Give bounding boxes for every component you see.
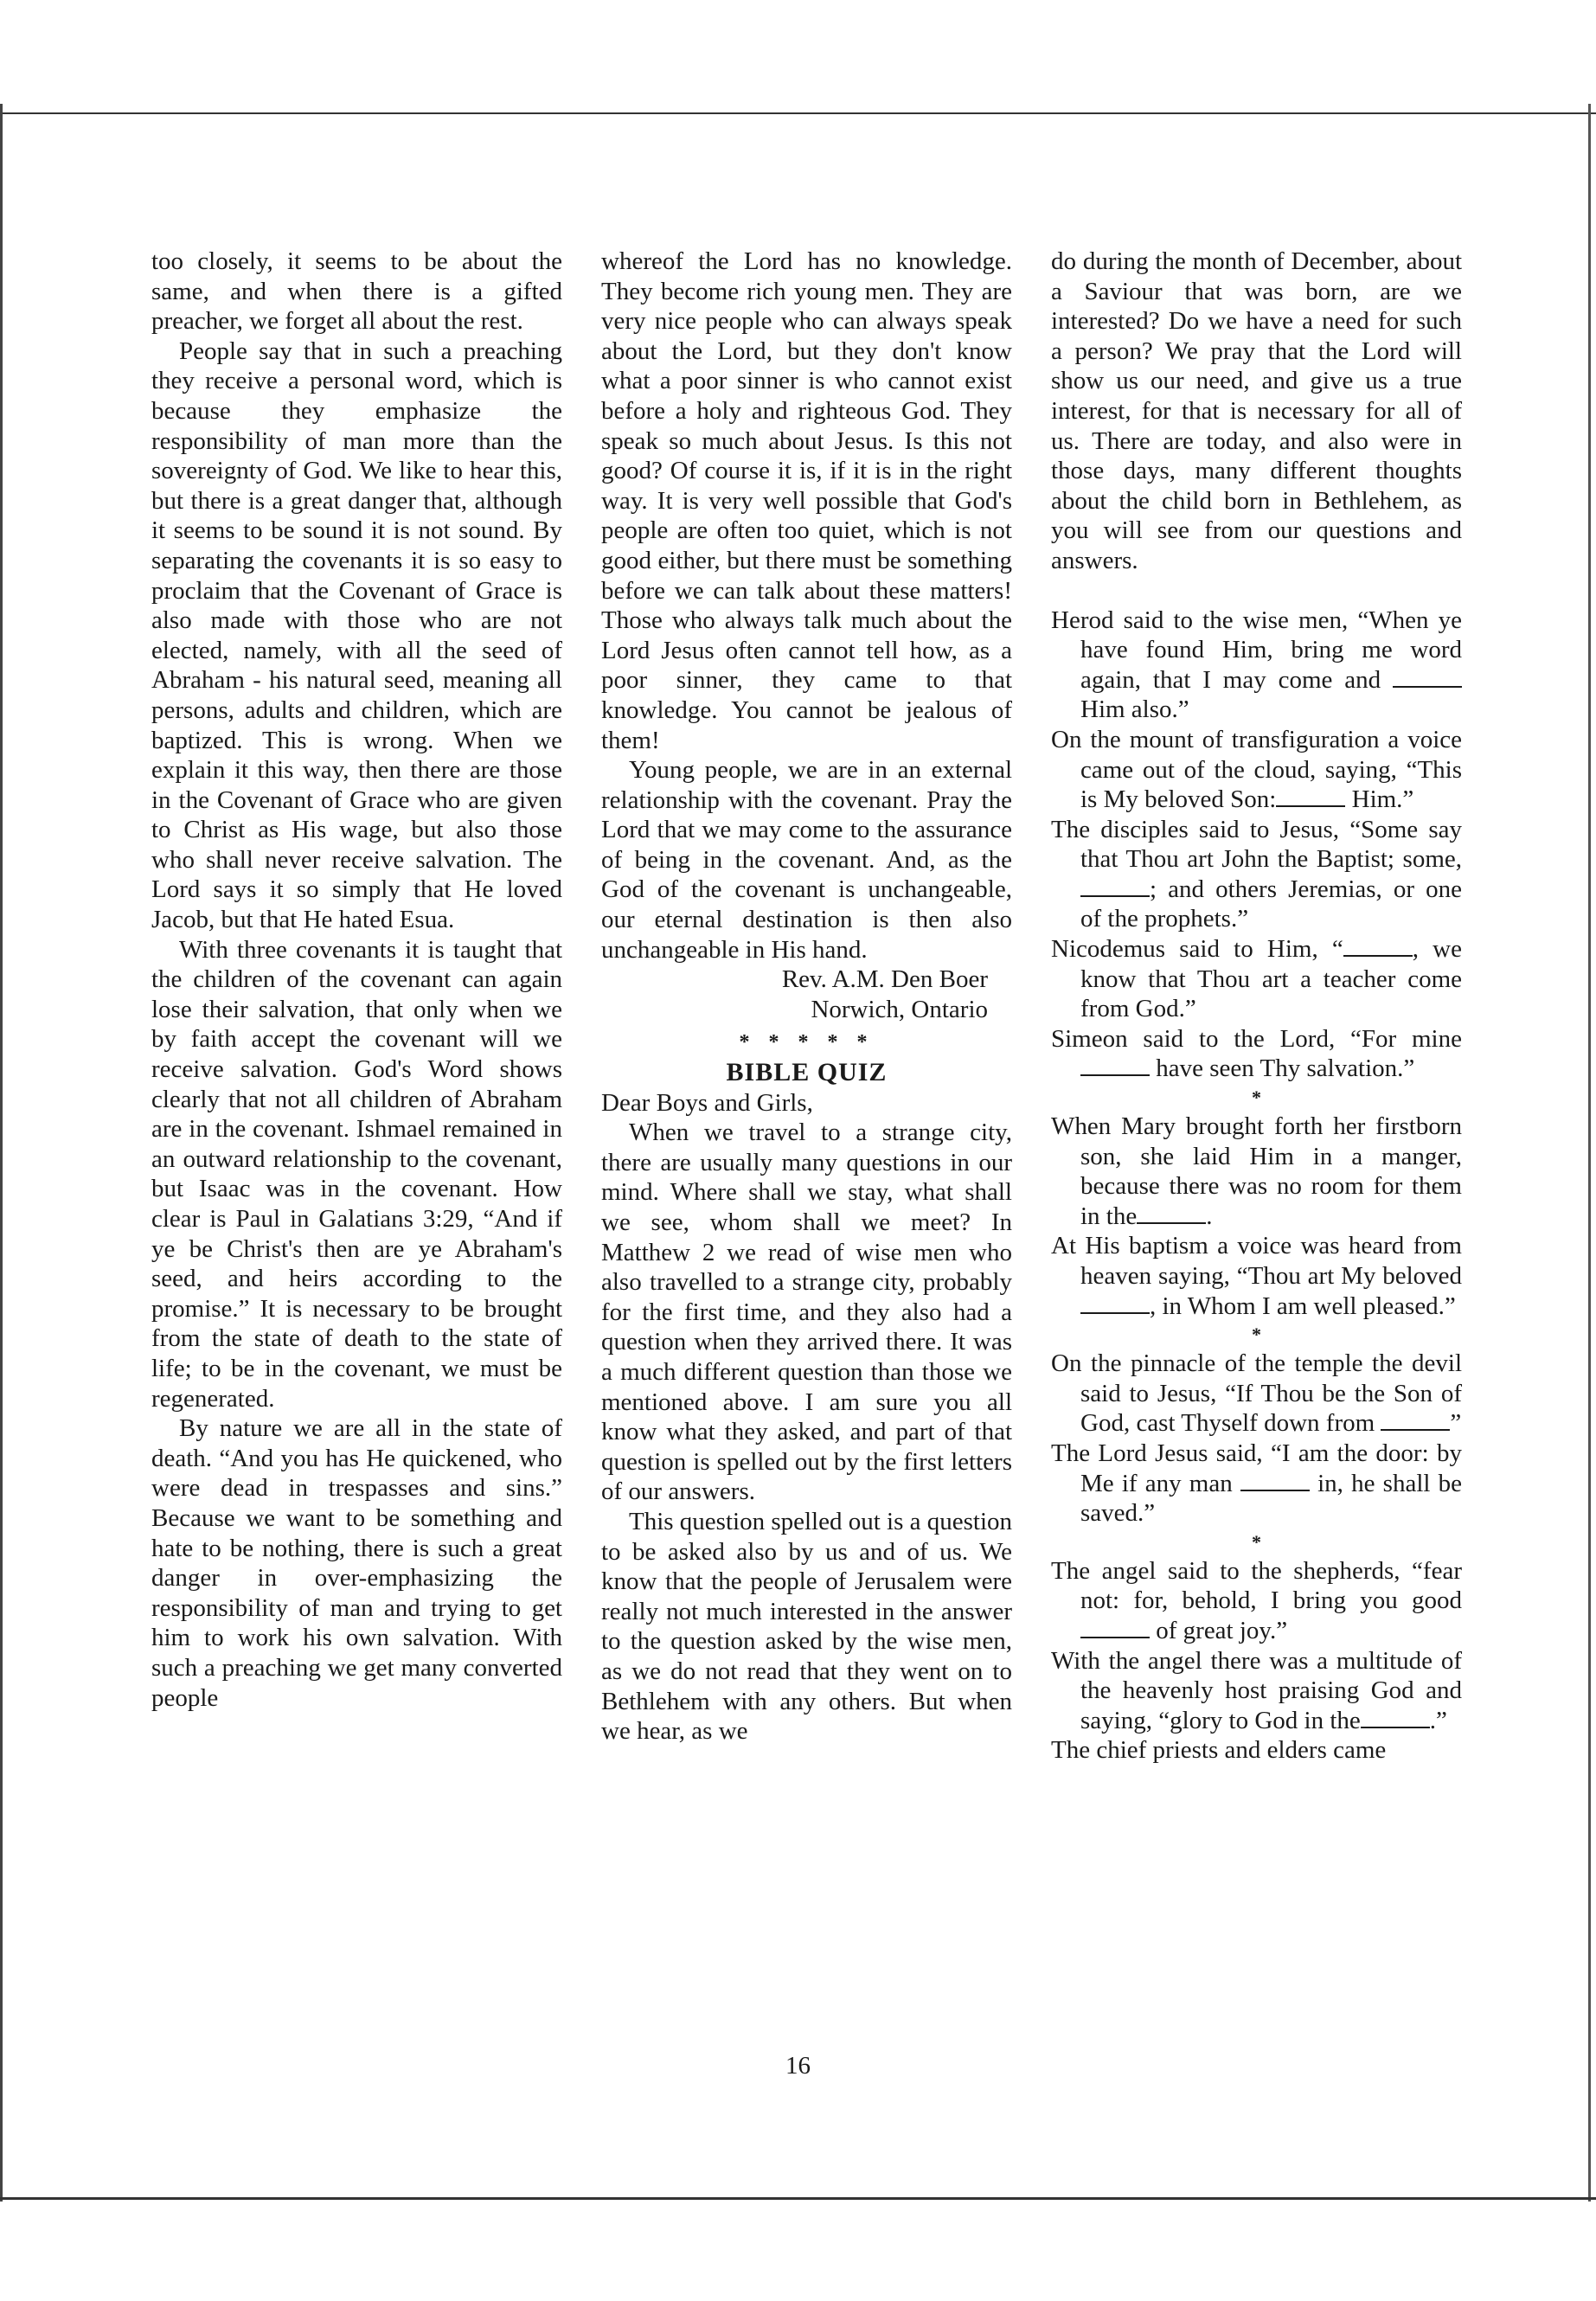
question-text: Simeon said to the Lord, “For mine [1051,1024,1462,1053]
paragraph: With three covenants it is taught that the children of the covenant can again lose their salvation, that only when we by faith accept the covenant will we receive salvation. God's Word shows clearly that not all children of Abraham are in the covenant. Ishmael remained in an outward relationship to the covenant, but Isaac was in the covenant. How clear is Paul in Galatians 3:29, “And if ye be Christ's then are ye Abraham's seed, and heirs according to the promise.” It is necessary to be brought from the state of death to the state of life; to be in the covenant, we must be regenerated. [151,935,562,1413]
quiz-question [1051,1349,1462,1439]
answer-blank [1381,1410,1450,1431]
question-text: ” [1450,1409,1462,1438]
quiz-question [1051,1231,1462,1321]
paragraph: By nature we are all in the state of death. “And you has He quickened, who were dead in trespasses and sins.” Because we want to be something and hate to be nothing, there is such a great danger in over-emphasizing the responsibility of man and trying to get him to work his own salvation. With such a preaching we get many converted people [151,1414,562,1712]
signature-block [601,965,1012,1024]
answer-blank [1393,667,1462,688]
column-right [1051,247,1462,1766]
paragraph: People say that in such a preaching they receive a personal word, which is because they emphasize the responsibility of man more than the sovereignty of God. We like to hear this, but there is a great danger that, although it seems to be sound it is not sound. By separating the covenants it is so easy to proclaim that the Covenant of Grace is also made with those who are not elected, namely, with all the seed of Abraham - his natural seed, meaning all persons, adults and children, which are baptized. This is wrong. When we explain it this way, then there are those in the Covenant of Grace who are given to Christ as His wage, but also those who shall never receive salvation. The Lord says it so simply that He loved Jacob, but that He hated Esua. [151,336,562,934]
quiz-question [1051,1646,1462,1736]
spacer [1051,576,1462,606]
scan-border-right [1588,104,1591,2202]
scan-border-bottom [0,2197,1596,2200]
question-text: With the angel there was a multitude of the heavenly host praising God and saying, “glory to God in the [1051,1646,1462,1734]
quiz-question [1051,1112,1462,1231]
question-text: On the mount of transfiguration a voice came out of the cloud, saying, “This is My beloved Son: [1051,725,1462,814]
question-text: Him also.” [1080,695,1189,724]
question-text: have seen Thy salvation.” [1156,1054,1415,1083]
question-text: The Lord Jesus said, “I am the door: by Me if any man [1051,1439,1462,1497]
answer-blank [1240,1471,1310,1491]
quiz-question: The chief priests and elders came [1051,1736,1387,1765]
answer-blank [1080,1618,1150,1638]
question-text: At His baptism a voice was heard from heaven saying, “Thou art My beloved [1051,1232,1462,1290]
paragraph: Young people, we are in an external relationship with the covenant. Pray the Lord that we may come to the assurance of being in the covenant. And, as the God of the covenant is unchangeable, our eternal destination is then also unchangeable in His hand. [601,756,1012,964]
column-middle [601,247,1012,1747]
paragraph: This question spelled out is a question to be asked also by us and of us. We know that the people of Jerusalem were really not much interested in the answer to the question asked by the wise men, as we do not read that they went on to Bethlehem with any others. But when we hear, as we [601,1507,1013,1746]
quiz-question [1051,606,1462,725]
quiz-question [1051,1556,1462,1646]
question-text: of great joy.” [1156,1616,1288,1644]
question-separator: * [1252,1086,1261,1109]
scan-border-left [0,104,3,2202]
question-separator: * [1252,1530,1261,1553]
answer-blank [1361,1708,1430,1728]
question-separator: * [1252,1324,1261,1346]
paragraph: do during the month of December, about a Saviour that was born, are we interested? Do we have a need for such a person? We pray that the Lord will show us our need, and give us a true interest, for that is necessary for all of us. There are today, and also were in those days, many different thoughts about the child born in Bethlehem, as you will see from our questions and answers. [1051,247,1462,574]
question-text: Herod said to the wise men, “When ye have found Him, bring me word again, that I may come and [1051,606,1462,694]
question-text: When Mary brought forth her firstborn son, she laid Him in a manger, because there was no room for them in the [1051,1112,1462,1230]
answer-blank [1276,786,1345,807]
answer-blank [1343,936,1413,957]
section-divider-stars: * * * * * [739,1031,875,1054]
answer-blank [1137,1203,1206,1224]
question-text: Him.” [1351,785,1414,814]
question-text: . [1206,1202,1213,1230]
answer-blank [1080,876,1150,897]
question-text: , we know that Thou art a teacher come from God.” [1080,935,1462,1023]
column-left [151,247,562,1713]
question-text: .” [1429,1706,1447,1734]
question-text: The angel said to the shepherds, “fear not: for, behold, I bring you good [1051,1556,1462,1615]
answer-blank [1080,1293,1150,1314]
question-text: , in Whom I am well pleased.” [1150,1292,1456,1320]
author-name: Rev. A.M. Den Boer [781,965,988,994]
paragraph: too closely, it seems to be about the same, and when there is a gifted preacher, we forget all about the rest. [151,247,562,336]
paragraph: When we travel to a strange city, there are usually many questions in our mind. Where shall we stay, what shall we see, whom shall we meet? In Matthew 2 we read of wise men who also travelled to a strange city, probably for the first time, and they also had a question when they arrived there. It was a much different question than those we mentioned above. I am sure you all know what they asked, and part of that question is spelled out by the first letters of our answers. [601,1118,1012,1506]
quiz-heading: BIBLE QUIZ [726,1058,888,1087]
author-location: Norwich, Ontario [811,995,988,1023]
quiz-question [1051,1024,1462,1084]
page-number: 16 [785,2052,811,2080]
salutation: Dear Boys and Girls, [601,1088,813,1117]
quiz-question [1051,725,1462,815]
scan-border-top [0,112,1596,114]
question-text: ; and others Jeremias, or one of the prophets.” [1080,875,1462,933]
paragraph: whereof the Lord has no knowledge. They become rich young men. They are very nice people who can always speak about the Lord, but they don't know what a poor sinner is who cannot exist before a holy and righteous God. They speak so much about Jesus. Is this not good? Of course it is, if it is in the right way. It is very well possible that God's people are often too quiet, which is not good either, but there must be something before we can talk about these matters! Those who always talk much about the Lord Jesus often cannot tell how, as a poor sinner, they came to that knowledge. You cannot be jealous of them! [601,247,1012,754]
quiz-question [1051,1439,1462,1529]
question-text: The disciples said to Jesus, “Some say that Thou art John the Baptist; some, [1051,815,1462,874]
question-text: On the pinnacle of the temple the devil said to Jesus, “If Thou be the Son of God, cast Thyself down from [1051,1349,1462,1438]
quiz-question [1051,815,1462,934]
question-text: Nicodemus said to Him, “ [1051,935,1343,964]
question-text: in, he shall be saved.” [1080,1469,1462,1528]
quiz-question [1051,934,1462,1024]
answer-blank [1080,1055,1150,1076]
